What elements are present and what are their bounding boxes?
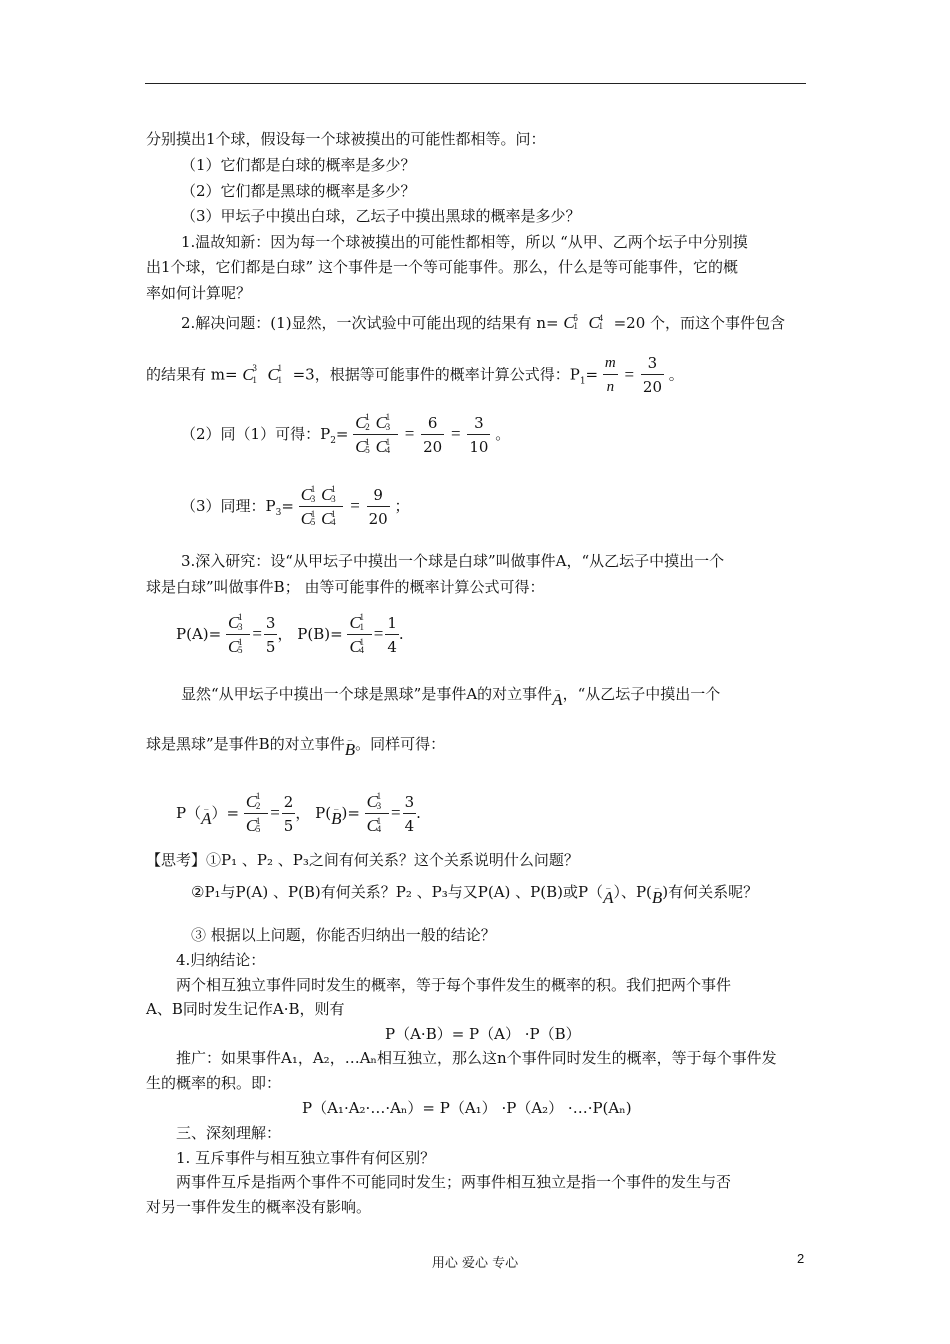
text-line: 显然“从甲坛子中摸出一个球是黑球”是事件A的对立事件 _ A ，“从乙坛子中摸出一个 bbox=[181, 681, 721, 709]
fraction-c31-c51: C 1 3 C 1 5 bbox=[226, 612, 250, 659]
page-number: 2 bbox=[797, 1251, 805, 1266]
text-line: 率如何计算呢？ bbox=[146, 284, 252, 302]
formula-generalization: P（A₁·A₂·…·Aₙ）= P（A₁） ·P（A₂） ·…·P(Aₙ) bbox=[302, 1099, 632, 1117]
text: =3，根据等可能事件的概率计算公式得：P bbox=[292, 365, 580, 384]
question-1: （1）它们都是白球的概率是多少？ bbox=[181, 156, 416, 174]
combination: C 1 1 bbox=[267, 362, 282, 385]
text-line: 对另一事件发生的概率没有影响。 bbox=[146, 1198, 372, 1216]
formula-line-p1: 的结果有 m= C 1 3 C 1 1 =3，根据等可能事件的概率计算公式得：$P_1=$ $\frac{m}{n}$ = $\frac{3}{20}$ 。 bbox=[146, 352, 684, 404]
text-line: 3.深入研究：设“从甲坛子中摸出一个球是白球”叫做事件A，“从乙坛子中摸出一个 bbox=[181, 552, 725, 570]
fraction-c11-c41: C 1 1 C 1 4 bbox=[347, 612, 371, 659]
fraction-2-5: $\frac{2}{5}$ bbox=[283, 792, 294, 835]
text-line: ②P₁与P(A) 、P(B)有何关系？P₂ 、P₃与又P(A) 、P(B)或P（ _ A ）、P( _ B )有何关系呢？ bbox=[191, 879, 759, 907]
fraction-9-20: $\frac{9}{20}$ bbox=[368, 485, 388, 528]
header-rule bbox=[145, 83, 806, 84]
text: =20 个，而这个事件包含 bbox=[613, 314, 786, 332]
formula-line-p2: （2）同（1）可得：$P_2=$ C 1 2 C 1 3 C 1 5 C 1 4 = $\frac{6}{20}$ = $\frac{3}{10}$ 。 bbox=[181, 406, 510, 469]
text-line: 球是黑球”是事件B的对立事件 _ B 。同样可得： bbox=[146, 731, 446, 759]
text: （2）同（1）可得：P bbox=[181, 425, 331, 443]
text: 的结果有 m= bbox=[146, 365, 238, 384]
formula-independence: P（A·B）= P（A） ·P（B） bbox=[385, 1025, 581, 1043]
complement-b: _ B bbox=[344, 731, 356, 759]
text-line: A、B同时发生记作A·B，则有 bbox=[146, 1000, 345, 1018]
complement-a: _ A bbox=[552, 681, 563, 709]
combination: C 1 3 bbox=[242, 362, 257, 385]
think-heading: 【思考】①P₁ 、P₂ 、P₃之间有何关系？这个关系说明什么问题？ bbox=[146, 851, 579, 869]
text-line: 推广：如果事件A₁，A₂，…Aₙ相互独立，那么这n个事件同时发生的概率，等于每个事件发 bbox=[176, 1049, 777, 1067]
text: 2.解决问题：(1)显然，一次试验中可能出现的结果有 n= bbox=[181, 314, 559, 332]
text-line: 出1个球，它们都是白球” 这个事件是一个等可能事件。那么，什么是等可能事件，它的概 bbox=[146, 258, 738, 276]
text-line: 两事件互斥是指两个事件不可能同时发生；两事件相互独立是指一个事件的发生与否 bbox=[176, 1173, 732, 1191]
section-heading: 三、深刻理解： bbox=[176, 1124, 282, 1142]
formula-line-p3: （3）同理：$P_3=$ C 1 3 C 1 3 C 1 5 C 1 4 = $\frac{9}{20}$ ； bbox=[181, 478, 409, 541]
section-heading: 4.归纳结论： bbox=[176, 951, 266, 969]
combination: C 1 4 bbox=[588, 313, 603, 332]
formula-pa-pb: P(A)= C 1 3 C 1 5 = $\frac{3}{5}$ ， P(B)= C 1 1 C 1 4 = $\frac{1}{4}$ . bbox=[176, 606, 404, 662]
text-line: 球是白球”叫做事件B； 由等可能事件的概率计算公式可得： bbox=[146, 578, 545, 596]
text-line: 分别摸出1个球，假设每一个球被摸出的可能性都相等。问： bbox=[146, 130, 546, 148]
page-footer: 用心 爱心 专心 bbox=[431, 1256, 519, 1271]
text-line: ③ 根据以上问题，你能否归纳出一般的结论？ bbox=[191, 926, 496, 944]
fraction-1-4: $\frac{1}{4}$ bbox=[387, 613, 397, 656]
formula-complements: P（ _ A ）= C 1 2 C 1 5 = $\frac{2}{5}$ ， P( _ B )= C 1 3 C 1 4 = $\frac{3}{4}$ . bbox=[176, 785, 421, 841]
fraction-6-20: $\frac{6}{20}$ bbox=[423, 413, 443, 456]
formula-line-n bbox=[181, 303, 785, 343]
fraction-combinations: C 1 3 C 1 3 C 1 5 C 1 4 bbox=[299, 484, 344, 531]
text-line: 两个相互独立事件同时发生的概率，等于每个事件发生的概率的积。我们把两个事件 bbox=[176, 976, 732, 994]
fraction-combinations: C 1 2 C 1 3 C 1 5 C 1 4 bbox=[353, 412, 398, 459]
fraction-3-5: $\frac{3}{5}$ bbox=[265, 613, 276, 656]
text-line: 1. 互斥事件与相互独立事件有何区别？ bbox=[176, 1149, 436, 1167]
fraction-m-n: $\frac{m}{n}$ bbox=[603, 352, 618, 399]
text: P(A)= bbox=[176, 625, 222, 643]
question-2: （2）它们都是黑球的概率是多少？ bbox=[181, 182, 416, 200]
fraction-c31-c41: C 1 3 C 1 4 bbox=[365, 791, 389, 838]
fraction-3-20: $\frac{3}{20}$ bbox=[642, 354, 662, 396]
combination: C 1 5 bbox=[563, 313, 578, 332]
text-line: 1.温故知新：因为每一个球被摸出的可能性都相等，所以 “从甲、乙两个坛子中分别摸 bbox=[181, 233, 748, 251]
text-line: 生的概率的积。即： bbox=[146, 1074, 282, 1092]
text: （3）同理：P bbox=[181, 497, 276, 515]
text: P(B)= bbox=[297, 625, 343, 643]
question-3: （3）甲坛子中摸出白球，乙坛子中摸出黑球的概率是多少？ bbox=[181, 207, 581, 225]
fraction-3-4: $\frac{3}{4}$ bbox=[404, 792, 415, 835]
fraction-c21-c51: C 1 2 C 1 5 bbox=[244, 791, 268, 838]
fraction-3-10: $\frac{3}{10}$ bbox=[469, 413, 489, 456]
